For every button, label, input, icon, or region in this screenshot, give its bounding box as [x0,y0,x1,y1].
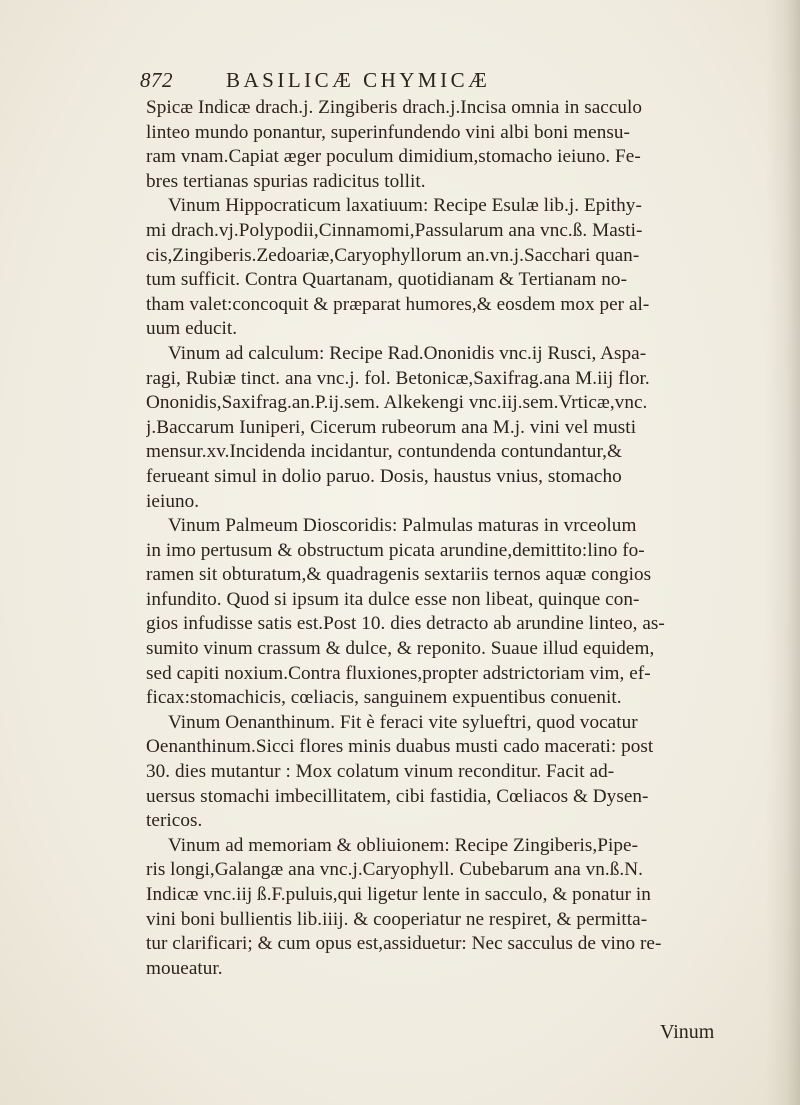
text-line: mi drach.vj.Polypodii,Cinnamomi,Passularum ana vnc.ß. Masti- [146,219,643,241]
text-line: ieiuno. [146,490,200,512]
paragraph-start: Vinum Hippocraticum laxatiuum: Recipe Esulæ lib.j. Epithy- [168,195,642,217]
page-number: 872 [140,68,173,92]
text-line: in imo pertusum & obstructum picata arundine,demittito:lino fo- [146,539,645,561]
text-line: linteo mundo ponantur, superinfundendo vini albi boni mensu- [146,121,630,143]
text-line: ficax:stomachicis, cœliacis, sanguinem expuentibus conuenit. [146,687,622,709]
text-line: gios infudisse satis est.Post 10. dies detracto ab arundine linteo, as- [146,613,665,635]
running-head: BASILICÆ CHYMICÆ [226,68,491,92]
text-line: sed capiti noxium.Contra fluxiones,propter adstrictoriam vim, ef- [146,662,651,684]
page-edge-shadow [766,0,800,1105]
text-line: ragi, Rubiæ tinct. ana vnc.j. fol. Betonicæ,Saxifrag.ana M.iij flor. [146,367,650,389]
paragraph-start: Vinum Oenanthinum. Fit è feraci vite sylueftri, quod vocatur [168,711,638,733]
text-line: ram vnam.Capiat æger poculum dimidium,stomacho ieiuno. Fe- [146,146,641,168]
text-line: uersus stomachi imbecillitatem, cibi fastidia, Cœliacos & Dysen- [146,785,649,807]
paragraph-start: Vinum ad calculum: Recipe Rad.Ononidis vnc.ij Rusci, Aspa- [168,342,647,364]
text-line: tur clarificari; & cum opus est,assiduetur: Nec sacculus de vino re- [146,933,662,955]
catchword: Vinum [660,1021,715,1043]
text-line: 30. dies mutantur : Mox colatum vinum reconditur. Facit ad- [146,761,615,783]
paragraph-start: Vinum Palmeum Dioscoridis: Palmulas maturas in vrceolum [168,515,637,537]
text-line: ferueant simul in dolio paruo. Dosis, haustus vnius, stomacho [146,465,622,487]
text-line: uum educit. [146,318,238,340]
text-line: mensur.xv.Incidenda incidantur, contundenda contundantur,& [146,441,622,463]
text-line: tum sufficit. Contra Quartanam, quotidianam & Tertianam no- [146,269,628,291]
text-line: Indicæ vnc.iij ß.F.puluis,qui ligetur lente in sacculo, & ponatur in [146,884,651,905]
text-line: moueatur. [146,957,223,979]
text-line: infundito. Quod si ipsum ita dulce esse non libeat, quinque con- [146,588,640,610]
text-line: bres tertianas spurias radicitus tollit. [146,170,426,192]
page-header [140,68,760,98]
text-line: vini boni bullientis lib.iiij. & cooperiatur ne respiret, & permitta- [146,908,648,930]
text-line: Spicæ Indicæ drach.j. Zingiberis drach.j.Incisa omnia in sacculo [146,97,643,118]
text-line: tericos. [146,810,203,832]
text-line: ris longi,Galangæ ana vnc.j.Caryophyll. Cubebarum ana vn.ß.N. [146,859,644,881]
paragraph-start: Vinum ad memoriam & obliuionem: Recipe Zingiberis,Pipe- [168,834,639,856]
text-line: ramen sit obturatum,& quadragenis sextariis ternos aquæ congios [146,564,652,586]
text-line: sumito vinum crassum & dulce, & reponito. Suaue illud equidem, [146,638,655,660]
body-text [146,96,766,981]
text-line: Oenanthinum.Sicci flores minis duabus musti cado macerati: post [146,736,654,758]
text-line: cis,Zingiberis.Zedoariæ,Caryophyllorum an.vn.j.Sacchari quan- [146,244,640,266]
text-line: Ononidis,Saxifrag.an.P.ij.sem. Alkekengi vnc.iij.sem.Vrticæ,vnc. [146,392,648,414]
text-line: tham valet:concoquit & præparat humores,& eosdem mox per al- [146,293,650,315]
text-line: j.Baccarum Iuniperi, Cicerum rubeorum ana M.j. vini vel musti [146,416,637,438]
